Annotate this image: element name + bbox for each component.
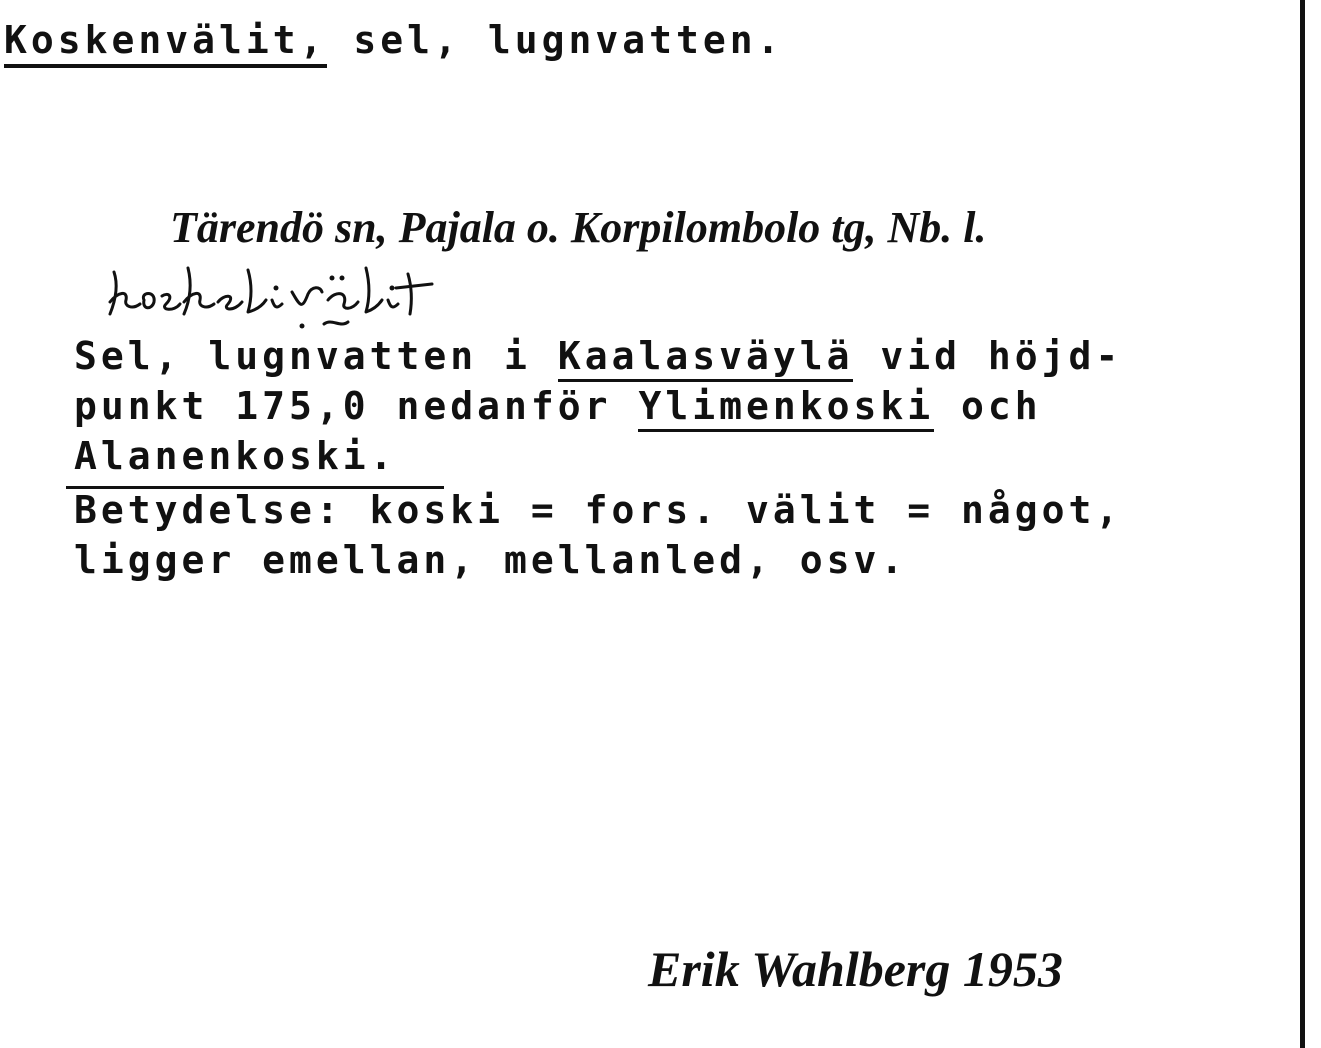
definition-text: och [934, 384, 1042, 428]
title-gloss: sel, lugnvatten. [326, 18, 784, 62]
meaning-line: ligger emellan, mellanled, osv. [74, 538, 908, 582]
location-stamp: Tärendö sn, Pajala o. Korpilombolo tg, Nb. l. [170, 203, 987, 252]
definition-text: Sel, lugnvatten i [74, 334, 558, 378]
handwritten-note [96, 244, 516, 334]
definition-line [74, 434, 397, 478]
definition-text: vid höjd- [853, 334, 1123, 378]
place-name-alanenkoski: Alanenkoski. [74, 434, 397, 478]
card-title [4, 18, 783, 62]
place-name-kaalasvayla: Kaalasväylä [558, 334, 854, 382]
definition-line [74, 334, 1122, 378]
place-name-ylimenkoski: Ylimenkoski [638, 384, 934, 432]
definition-line [74, 384, 1042, 428]
card-edge-border [1300, 0, 1305, 1048]
definition-text: punkt 175,0 nedanför [74, 384, 639, 428]
meaning-line: Betydelse: koski = fors. välit = något, [74, 488, 1123, 532]
headword: Koskenvälit, [4, 18, 327, 68]
author-signature: Erik Wahlberg 1953 [648, 941, 1063, 997]
